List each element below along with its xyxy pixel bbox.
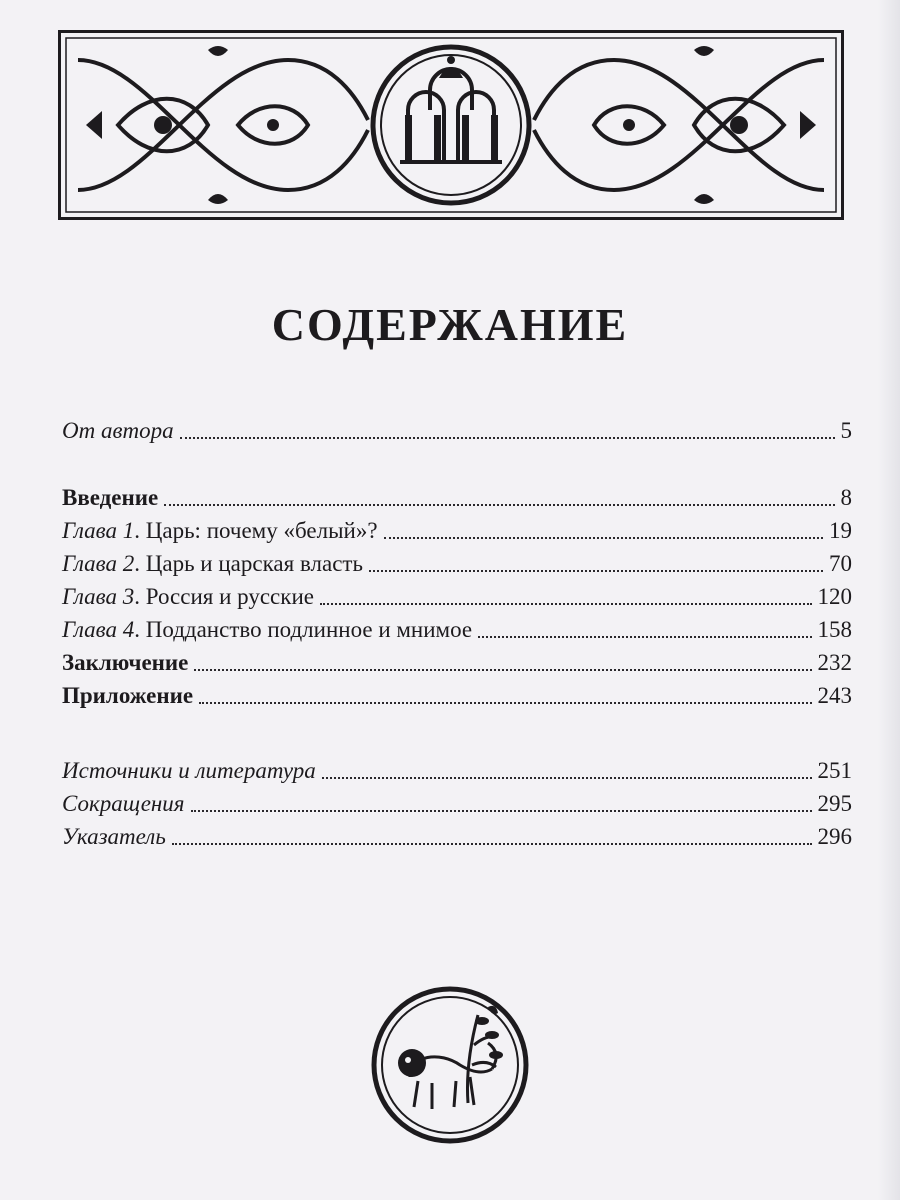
toc-entry-conclusion[interactable] [62,646,852,678]
toc-entry-label [62,615,472,645]
toc-entry-page: 251 [817,758,852,783]
toc-entry-label [62,549,363,579]
toc-entry-chapter-1[interactable] [62,514,852,546]
leader-dots [194,669,811,671]
leader-dots [478,636,811,638]
toc-entry-sources[interactable] [62,754,852,786]
toc-entry-page: 295 [817,791,852,816]
toc-entry-author-preface[interactable] [62,414,852,446]
toc-entry-label: Приложение [62,683,194,708]
ornamental-header-frame-icon [58,30,844,220]
chapter-number: Глава 1 [62,518,135,543]
toc-entry-label [62,516,378,546]
toc-entry-label: От автора [62,418,174,443]
leader-dots [180,437,835,439]
toc-entry-chapter-4[interactable] [62,613,852,645]
chapter-title: . Царь и царская власть [134,551,363,576]
toc-entry-page: 19 [829,518,852,543]
toc-entry-introduction[interactable] [62,481,852,513]
toc-entry-label: Заключение [62,650,189,675]
toc-entry-label: Введение [62,485,159,510]
leader-dots [199,702,811,704]
chapter-number: Глава 3 [62,584,135,609]
chapter-number: Глава 2 [62,551,135,576]
toc-entry-label: Источники и литература [62,758,316,783]
toc-entry-label [62,582,314,612]
toc-entry-label: Сокращения [62,791,185,816]
page-edge [878,0,900,1200]
leader-dots [164,504,834,506]
toc-entry-page: 8 [840,485,852,510]
toc-entry-page: 5 [840,418,852,443]
leader-dots [320,603,812,605]
leader-dots [322,777,812,779]
toc-entry-appendix[interactable] [62,679,852,711]
toc-entry-label: Указатель [62,824,166,849]
chapter-number: Глава 4 [62,617,135,642]
leader-dots [191,810,812,812]
page-title: СОДЕРЖАНИЕ [271,299,629,350]
chapter-title: . Подданство подлинное и мнимое [134,617,473,642]
lion-seal-icon [370,985,530,1145]
toc-entry-index[interactable] [62,820,852,852]
leader-dots [172,843,812,845]
toc-entry-abbreviations[interactable] [62,787,852,819]
toc-entry-page: 243 [817,683,852,708]
toc-entry-page: 158 [817,617,852,642]
chapter-title: . Царь: почему «белый»? [134,518,378,543]
toc-entry-page: 296 [817,824,852,849]
toc-entry-chapter-3[interactable] [62,580,852,612]
toc-entry-chapter-2[interactable] [62,547,852,579]
toc-entry-page: 120 [817,584,852,609]
toc-entry-page: 70 [829,551,852,576]
chapter-title: . Россия и русские [134,584,314,609]
toc-entry-page: 232 [817,650,852,675]
leader-dots [369,570,823,572]
leader-dots [384,537,823,539]
